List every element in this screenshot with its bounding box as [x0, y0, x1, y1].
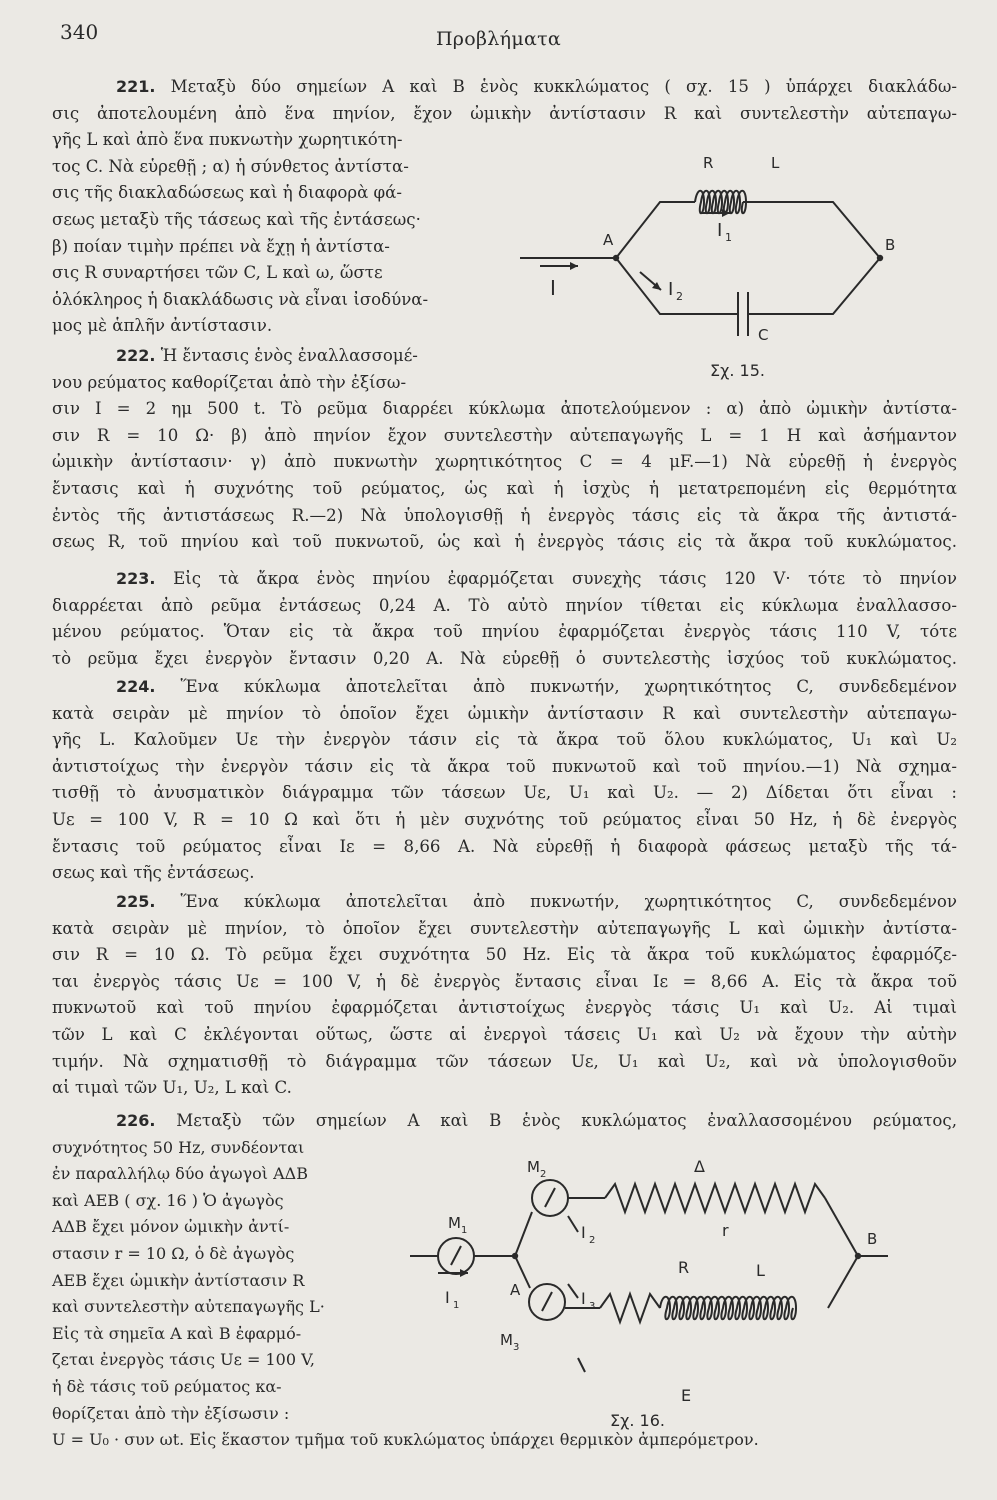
problem-226-line-11: ἡ δὲ τάσις τοῦ ρεύματος κα- [52, 1376, 282, 1396]
problem-221-line-9: ὁλόκληρος ἡ διακλάδωσις νὰ εἶναι ἰσοδύνα- [52, 289, 429, 309]
fig16-m3-needle [542, 1292, 552, 1311]
fig16-label-m1: M [448, 1214, 461, 1232]
problem-222-line-5: ὠμικὴν ἀντίστασιν· γ) ἀπὸ πυκνωτὴν χωρητικότητος C = 4 μF.—1) Νὰ εὑρεθῇ ἡ ἐνεργὸς [52, 452, 957, 472]
fig15-label-i2: I [668, 279, 674, 300]
problem-221-line-7: β) ποίαν τιμὴν πρέπει νὰ ἔχῃ ἡ ἀντίστα- [52, 236, 390, 256]
problem-221-line-5: σις τῆς διακλαδώσεως καὶ ἡ διαφορὰ φά- [52, 183, 402, 203]
problem-224-line-7: ἔντασις τοῦ ρεύματος εἶναι Iε = 8,66 A. Νὰ εὑρεθῇ ἡ διαφορὰ φάσεως μεταξὺ τῆς τά- [52, 836, 957, 856]
fig15-node-a [613, 255, 619, 261]
problem-223 [52, 566, 957, 672]
problem-221-line-8: σις R συναρτήσει τῶν C, L καὶ ω, ὥστε [52, 263, 383, 283]
problem-226-narrow [52, 1135, 382, 1428]
problem-226-number: 226. [116, 1111, 156, 1130]
fig15-upper-wire-right [743, 202, 880, 258]
fig15-label-i2-sub: 2 [676, 290, 683, 303]
fig15-lower-wire-left [616, 258, 738, 314]
problem-225-number: 225. [116, 892, 156, 911]
fig16-label-a: A [510, 1281, 521, 1299]
figure-16 [410, 1157, 910, 1430]
problem-222-wide [52, 396, 957, 556]
fig15-coil [695, 191, 746, 214]
problem-222-line-1: 222. Ἡ ἔντασις ἑνὸς ἐναλλασσομέ- [116, 346, 418, 365]
problem-224-number: 224. [116, 677, 156, 696]
fig16-label-r-large: R [678, 1258, 690, 1277]
figure-15 [520, 150, 940, 390]
problem-224-line-6: Uε = 100 V, R = 10 Ω καὶ ὅτι ἡ μὲν συχνότης τοῦ ρεύματος εἶναι 50 Hz, ἡ δὲ ἐνεργὸς [52, 809, 957, 829]
fig15-label-a: A [603, 231, 614, 249]
fig15-label-i1-sub: 1 [725, 231, 732, 244]
problem-225-line-2: κατὰ σειρὰν μὲ πηνίον, τὸ ὁποῖον ἔχει συντελεστὴν αὐτεπαγωγῆς L καὶ ὠμικὴν ἀντίστα- [52, 918, 957, 938]
problem-224-line-2: κατὰ σειρὰν μὲ πηνίον τὸ ὁποῖον ἔχει ὠμικὴν ἀντίστασιν R καὶ συντελεστὴν αὐτεπαγω- [52, 703, 957, 723]
figure-16-circuit [410, 1157, 910, 1430]
problem-225-line-4: ται ἐνεργὸς τάσις Uε = 100 V, ἡ δὲ ἐνεργὸς ἔντασις εἶναι Iε = 8,66 A. Εἰς τὰ ἄκρα τοῦ [52, 971, 957, 991]
problem-225-line-7: τιμήν. Νὰ σχηματισθῇ τὸ διάγραμμα τῶν τάσεων Uε, U₁ καὶ U₂, καὶ νὰ ὑπολογισθοῦν [52, 1051, 957, 1071]
fig16-upper-wire-right [825, 1198, 858, 1256]
problem-221-line-6: σεως μεταξὺ τῆς τάσεως καὶ τῆς ἐντάσεως· [52, 209, 421, 229]
fig16-label-l: L [756, 1261, 765, 1280]
fig16-node-a [512, 1253, 518, 1259]
fig16-label-delta: Δ [694, 1157, 705, 1176]
fig15-node-b [877, 255, 883, 261]
fig16-label-e: E [681, 1386, 692, 1405]
fig16-label-i1: I [445, 1288, 450, 1307]
problem-226-line-2: συχνότητος 50 Hz, συνδέονται [52, 1137, 305, 1157]
fig16-label-b: B [867, 1230, 878, 1248]
problem-221 [52, 74, 957, 127]
fig16-m2-needle [545, 1188, 555, 1207]
fig16-label-i3-sub: 3 [589, 1301, 596, 1312]
problem-224-line-5: τισθῇ τὸ ἀνυσματικὸν διάγραμμα τῶν τάσεων Uε, U₁ καὶ U₂. — 2) Δίδεται ὅτι εἶναι : [52, 783, 957, 803]
problem-223-line-3: μένου ρεύματος. Ὅταν εἰς τὰ ἄκρα τοῦ πηνίου ἐφαρμόζεται ἐνεργὸς τάσις 110 V, τότε [52, 622, 957, 642]
problem-226-line-7: AEB ἔχει ὠμικὴν ἀντίστασιν R [52, 1270, 305, 1290]
problem-226-line-5: AΔB ἔχει μόνον ὠμικὴν ἀντί- [52, 1217, 290, 1237]
fig16-label-m1-sub: 1 [461, 1225, 468, 1236]
fig16-resistor-r-large [600, 1294, 660, 1322]
fig16-label-m3-sub: 3 [513, 1342, 520, 1353]
fig15-i-arrowhead [570, 262, 578, 270]
problem-222-line-3: σιν I = 2 ημ 500 t. Τὸ ρεῦμα διαρρέει κύκλωμα ἀποτελούμενον : α) ἀπὸ ὠμικὴν ἀντίστα- [52, 399, 957, 419]
problem-222-narrow [52, 343, 522, 396]
fig16-label-i2: I [581, 1223, 586, 1242]
problem-226-line-10: ζεται ἐνεργὸς τάσις Uε = 100 V, [52, 1350, 315, 1370]
fig15-lower-wire-right [748, 258, 880, 314]
fig16-caption: Σχ. 16. [610, 1411, 665, 1430]
fig16-label-m2-sub: 2 [540, 1169, 547, 1180]
problem-224-line-3: γῆς L. Καλοῦμεν Uε τὴν ἐνεργὸν τάσιν εἰς τὰ ἄκρα τοῦ ὅλου κυκλώματος, U₁ καὶ U₂ [52, 730, 957, 750]
fig16-label-i1-sub: 1 [453, 1300, 460, 1311]
problem-222-line-6: ἔντασις καὶ ἡ συχνότης τοῦ ρεύματος, ὡς καὶ ἡ ἰσχὺς ἡ μετατρεπομένη εἰς θερμότητα [52, 478, 957, 498]
problem-226-last [52, 1427, 957, 1454]
fig16-label-i2-sub: 2 [589, 1235, 596, 1246]
fig15-label-l: L [771, 154, 780, 172]
fig16-label-m2: M [527, 1158, 540, 1176]
fig16-label-m3: M [500, 1331, 513, 1349]
problem-223-line-1: 223. Εἰς τὰ ἄκρα ἑνὸς πηνίου ἐφαρμόζεται συνεχὴς τάσις 120 V· τότε τὸ πηνίον [116, 569, 957, 588]
problem-225-line-3: σιν R = 10 Ω. Τὸ ρεῦμα ἔχει συχνότητα 50 Hz. Εἰς τὰ ἄκρα τοῦ κυκλώματος ἐφαρμόζε- [52, 945, 957, 965]
problem-221-line-1: 221. Μεταξὺ δύο σημείων A καὶ B ἑνὸς κυκκλώματος ( σχ. 15 ) ὑπάρχει διακλάδω- [116, 77, 958, 96]
problem-224-line-8: σεως καὶ τῆς ἐντάσεως. [52, 863, 255, 883]
fig15-label-r: R [703, 154, 714, 172]
problem-222-number: 222. [116, 346, 156, 365]
fig16-resistor-r-small [605, 1184, 825, 1212]
page-number: 340 [60, 20, 99, 44]
fig15-capacitor [738, 292, 748, 336]
fig15-label-i: I [550, 276, 556, 300]
problem-224-line-1: 224. Ἕνα κύκλωμα ἀποτελεῖται ἀπὸ πυκνωτήν, χωρητικότητος C, συνδεδεμένον [116, 677, 957, 696]
fig16-wire-a-to-m2 [515, 1212, 532, 1256]
fig16-lower-wire-right [828, 1256, 888, 1308]
running-head: Προβλήματα [435, 28, 562, 50]
problem-223-number: 223. [116, 569, 156, 588]
problem-221-line-4: τος C. Νὰ εὑρεθῇ ; α) ἡ σύνθετος ἀντίστα- [52, 156, 409, 176]
problem-226-line-1: 226. Μεταξὺ τῶν σημείων A καὶ B ἑνὸς κυκλώματος ἐναλλασσομένου ρεύματος, [116, 1111, 957, 1130]
problem-226-line-8: καὶ συντελεστὴν αὐτεπαγωγῆς L· [52, 1297, 325, 1317]
figure-15-circuit [520, 150, 940, 390]
fig16-label-i3: I [581, 1289, 586, 1308]
fig15-upper-wire-left [616, 202, 695, 258]
fig16-i2-tick [568, 1216, 578, 1232]
fig16-node-b [855, 1253, 861, 1259]
problem-222-line-2: νου ρεύματος καθορίζεται ἀπὸ τὴν ἐξίσω- [52, 372, 407, 392]
fig16-label-r-small: r [722, 1221, 729, 1240]
problem-225-line-5: πυκνωτοῦ καὶ τοῦ πηνίου ἐφαρμόζεται ἀντιστοίχως ἐνεργὸς τάσις U₁ καὶ U₂. Αἱ τιμαὶ [52, 998, 957, 1018]
problem-223-line-2: διαρρέεται ἀπὸ ρεῦμα ἐντάσεως 0,24 A. Τὸ αὐτὸ πηνίον τίθεται εἰς κύκλωμα ἐναλλασσο- [52, 595, 957, 615]
problem-225-line-8: αἱ τιμαὶ τῶν U₁, U₂, L καὶ C. [52, 1078, 292, 1098]
problem-226-line-9: Εἰς τὰ σημεῖα A καὶ B ἐφαρμό- [52, 1323, 302, 1343]
problem-226-line-12: θορίζεται ἀπὸ τὴν ἐξίσωσιν : [52, 1403, 290, 1423]
problem-226-first [52, 1108, 957, 1135]
problem-224-line-4: ἀντιστοίχως τὴν ἐνεργὸν τάσιν εἰς τὰ ἄκρα τοῦ πυκνωτοῦ καὶ τοῦ πηνίου.—1) Νὰ σχημα- [52, 756, 957, 776]
problem-226-line-3: ἐν παραλλήλῳ δύο ἀγωγοὶ AΔB [52, 1164, 308, 1184]
problem-221-line-10: μος μὲ ἁπλῆν ἀντίστασιν. [52, 316, 273, 336]
fig16-coil [660, 1297, 796, 1320]
problem-223-line-4: τὸ ρεῦμα ἔχει ἐνεργὸν ἔντασιν 0,20 A. Νὰ εὑρεθῇ ὁ συντελεστὴς ἰσχύος τοῦ κυκλώματος. [52, 648, 957, 668]
problem-224 [52, 674, 957, 887]
fig15-label-c: C [758, 326, 769, 344]
problem-221-number: 221. [116, 77, 156, 96]
problem-222-line-4: σιν R = 10 Ω· β) ἀπὸ πηνίον ἔχον συντελεστὴν αὐτεπαγωγῆς L = 1 H καὶ ἀσήμαντον [52, 425, 957, 445]
problem-221-line-2: σις ἀποτελουμένη ἀπὸ ἕνα πηνίον, ἔχον ὠμικὴν ἀντίστασιν R καὶ συντελεστὴν αὐτεπαγω- [52, 103, 957, 123]
problem-226-line-6: στασιν r = 10 Ω, ὁ δὲ ἀγωγὸς [52, 1243, 295, 1263]
problem-221-line-3: γῆς L καὶ ἀπὸ ἕνα πυκνωτὴν χωρητικότη- [52, 130, 403, 150]
problem-226-line-13: U = U₀ · συν ωt. Εἰς ἕκαστον τμῆμα τοῦ κυκλώματος ὑπάρχει θερμικὸν ἀμπερόμετρον. [52, 1430, 759, 1449]
problem-225-line-1: 225. Ἕνα κύκλωμα ἀποτελεῖται ἀπὸ πυκνωτήν, χωρητικότητος C, συνδεδεμένον [116, 892, 957, 911]
fig16-m1-needle [451, 1246, 461, 1265]
fig16-i3-tick [568, 1284, 578, 1298]
problem-222-line-7: ἐντὸς τῆς ἀντιστάσεως R.—2) Νὰ ὑπολογισθῇ ἡ ἐνεργὸς τάσις εἰς τὰ ἄκρα τῆς ἀντιστά- [52, 505, 957, 525]
problem-222-line-8: σεως R, τοῦ πηνίου καὶ τοῦ πυκνωτοῦ, ὡς καὶ ἡ ἐνεργὸς τάσις εἰς τὰ ἄκρα τοῦ κυκλώματος. [52, 532, 957, 552]
problem-225 [52, 889, 957, 1102]
problem-225-line-6: τῶν L καὶ C ἐκλέγονται οὕτως, ὥστε αἱ ἐνεργοὶ τάσεις U₁ καὶ U₂ νὰ ἔχουν τὴν αὐτὴν [52, 1024, 957, 1044]
problem-221-narrow [52, 127, 522, 340]
fig16-e-lead [578, 1358, 585, 1372]
problem-226-line-4: καὶ AEB ( σχ. 16 ) Ὁ ἀγωγὸς [52, 1190, 284, 1210]
fig15-label-b: B [885, 236, 896, 254]
fig15-caption: Σχ. 15. [710, 361, 765, 380]
fig15-label-i1: I [717, 220, 723, 241]
